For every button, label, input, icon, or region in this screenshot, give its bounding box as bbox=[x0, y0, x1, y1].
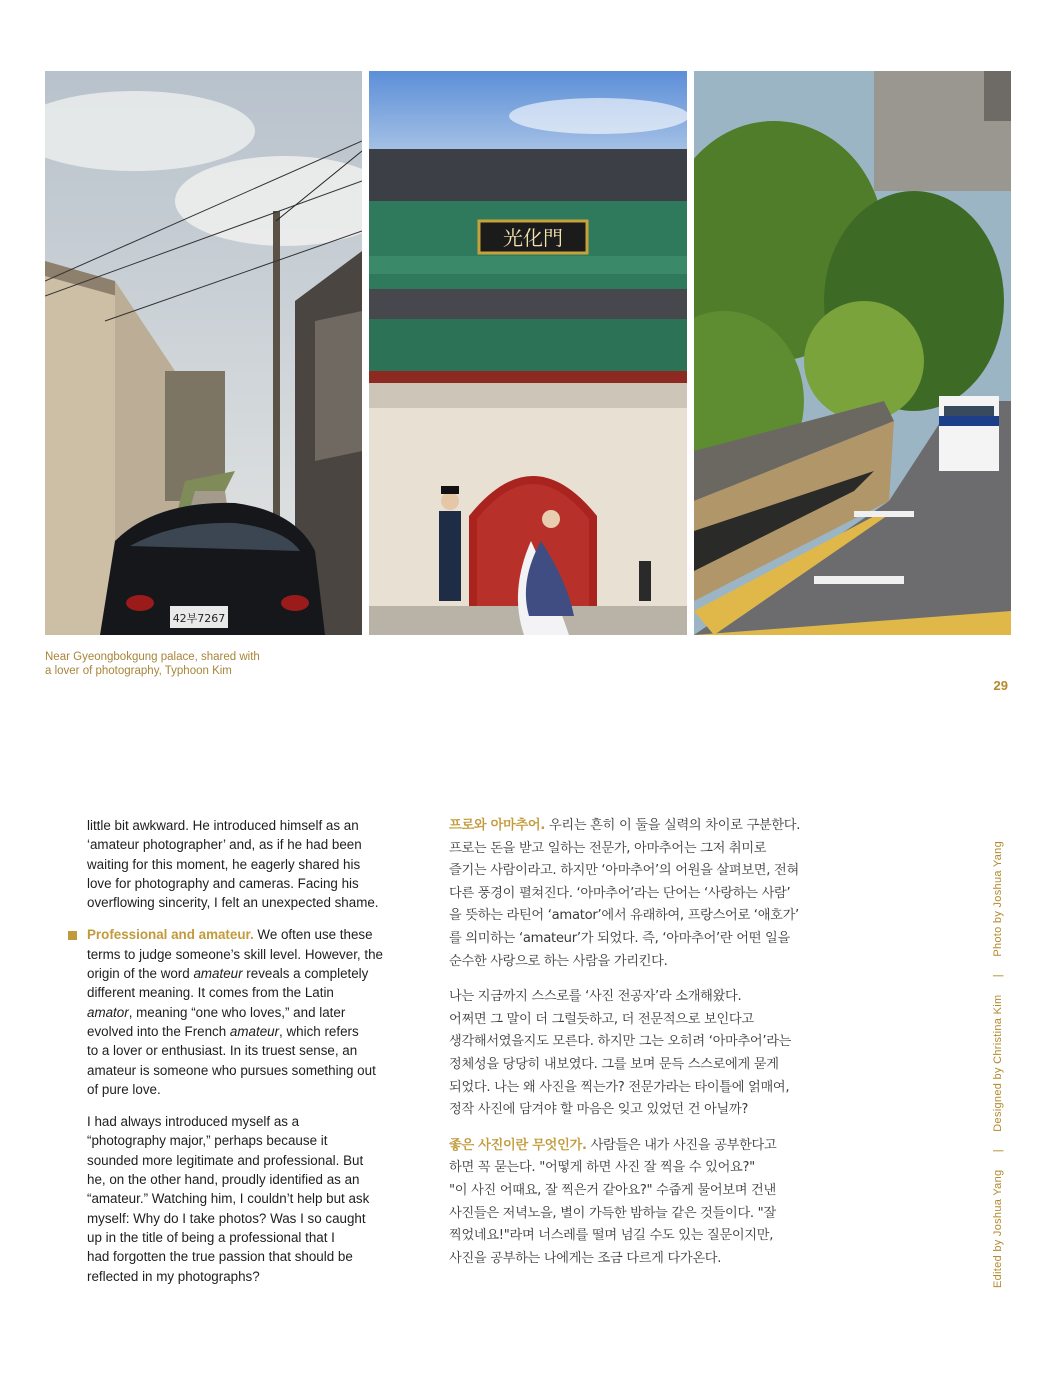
credit-separator: | bbox=[992, 1149, 1004, 1153]
text-line: 정작 사진에 담겨야 할 마음은 잊고 있었던 건 아닐까? bbox=[449, 1102, 749, 1118]
credit-designed: Designed by Christina Kim bbox=[992, 994, 1004, 1132]
text-line: 어쩌면 그 말이 더 그럴듯하고, 더 전문적으로 보인다고 bbox=[449, 1011, 754, 1027]
text-line: reflected in my photographs? bbox=[87, 1268, 260, 1284]
photo-gwanghwamun-gate bbox=[369, 71, 687, 635]
text-line: 즐기는 사람이라고. 하지만 ‘아마추어’의 어원을 살펴보면, 전혀 bbox=[449, 863, 799, 879]
text-line: had forgotten the true passion that should be bbox=[87, 1249, 353, 1265]
english-column bbox=[87, 816, 437, 1299]
gate-plaque: 光化門 bbox=[503, 226, 563, 250]
english-paragraph-1 bbox=[87, 816, 437, 912]
credit-photo: Photo by Joshua Yang bbox=[992, 840, 1004, 957]
text-line: of pure love. bbox=[87, 1081, 161, 1097]
korean-paragraph-2 bbox=[449, 986, 821, 1122]
page-number: 29 bbox=[993, 678, 1008, 693]
text-run: , meaning “one who loves,” and later bbox=[128, 1004, 346, 1020]
text-line: "이 사진 어때요, 잘 찍은거 같아요?" 수줍게 물어보며 건낸 bbox=[449, 1182, 776, 1198]
text-line bbox=[449, 815, 821, 838]
text-line: 프로는 돈을 받고 일하는 전문가, 아마추어는 그저 취미로 bbox=[449, 840, 767, 856]
italic-term: amateur bbox=[193, 966, 243, 982]
text-line: sounded more legitimate and professional. But bbox=[87, 1152, 364, 1168]
text-line: 찍었네요!"라며 너스레를 떨며 넘길 수도 있는 질문이지만, bbox=[449, 1228, 774, 1244]
text-line: 하면 꼭 묻는다. "어떻게 하면 사진 잘 찍을 수 있어요?" bbox=[449, 1160, 755, 1176]
italic-term: amator bbox=[87, 1004, 129, 1020]
text-run: reveals a completely bbox=[242, 966, 369, 982]
text-line: 나는 지금까지 스스로를 ‘사진 전공자’라 소개해왔다. bbox=[449, 989, 742, 1005]
section-lead: Professional and amateur. bbox=[87, 927, 254, 943]
text-line: waiting for this moment, he eagerly shared his bbox=[87, 856, 361, 872]
text-line: 생각해서였을지도 모른다. 하지만 그는 오히려 ‘아마추어’라는 bbox=[449, 1034, 792, 1050]
italic-term: amateur bbox=[229, 1023, 280, 1039]
text-run: , which refers bbox=[279, 1023, 359, 1039]
text-line: 순수한 사랑으로 하는 사람을 가리킨다. bbox=[449, 953, 668, 969]
text-line: different meaning. It comes from the Latin bbox=[87, 985, 334, 1001]
text-run: evolved into the French bbox=[87, 1023, 230, 1039]
square-bullet-icon bbox=[68, 931, 77, 940]
text-line: “photography major,” perhaps because it bbox=[87, 1133, 328, 1149]
photo-palace-road bbox=[694, 71, 1011, 635]
svg-text:42부7267: 42부7267 bbox=[172, 612, 226, 625]
text-line bbox=[87, 1003, 437, 1022]
text-line bbox=[449, 1135, 821, 1158]
text-line: overflowing sincerity, I felt an unexpected shame. bbox=[87, 895, 379, 911]
english-paragraph-3 bbox=[87, 1112, 437, 1286]
text-line: I had always introduced myself as a bbox=[87, 1114, 300, 1130]
caption-line: a lover of photography, Typhoon Kim bbox=[45, 665, 232, 677]
text-line: little bit awkward. He introduced himself as an bbox=[87, 818, 359, 833]
text-line: 정체성을 당당히 내보였다. 그를 보며 문득 스스로에게 묻게 bbox=[449, 1056, 779, 1072]
text-line bbox=[87, 925, 437, 944]
korean-column bbox=[449, 815, 821, 1283]
text-line: up in the title of being a professional that I bbox=[87, 1229, 335, 1245]
text-line: to a lover or enthusiast. In its truest sense, an bbox=[87, 1043, 358, 1059]
text-run: 우리는 흔히 이 둘을 실력의 차이로 구분한다. bbox=[545, 818, 801, 833]
section-lead: 프로와 아마추어. bbox=[449, 818, 546, 833]
photo-caption bbox=[45, 650, 315, 678]
credit-edited: Edited by Joshua Yang bbox=[992, 1169, 1004, 1288]
korean-paragraph-1 bbox=[449, 815, 821, 973]
text-line: ‘amateur photographer’ and, as if he had been bbox=[87, 837, 362, 853]
text-run: 사람들은 내가 사진을 공부한다고 bbox=[586, 1137, 777, 1153]
text-run: origin of the word bbox=[87, 966, 194, 982]
text-line bbox=[87, 964, 437, 983]
text-line: myself: Why do I take photos? Was I so caught bbox=[87, 1210, 366, 1226]
photo-alley bbox=[45, 71, 362, 635]
credit-separator: | bbox=[992, 974, 1004, 978]
text-line: 사진들은 저녁노을, 별이 가득한 밤하늘 같은 것들이다. "잘 bbox=[449, 1205, 776, 1221]
text-line: “amateur.” Watching him, I couldn’t help but ask bbox=[87, 1191, 370, 1207]
text-line: love for photography and cameras. Facing his bbox=[87, 875, 359, 891]
text-line: 를 의미하는 ‘amateur’가 되었다. 즉, ‘아마추어’란 어떤 일을 bbox=[449, 930, 790, 946]
text-line: 되었다. 나는 왜 사진을 찍는가? 전문가라는 타이틀에 얽매여, bbox=[449, 1079, 790, 1095]
text-line: amateur is someone who pursues something out bbox=[87, 1062, 376, 1078]
credits-vertical bbox=[992, 841, 1004, 1288]
text-line: terms to judge someone’s skill level. However, the bbox=[87, 946, 383, 962]
text-line: he, on the other hand, proudly identified as an bbox=[87, 1172, 360, 1188]
section-lead: 좋은 사진이란 무엇인가. bbox=[449, 1137, 587, 1153]
text-line: 다른 풍경이 펼쳐진다. ‘아마추어’라는 단어는 ‘사랑하는 사람’ bbox=[449, 885, 791, 901]
text-line bbox=[87, 1022, 437, 1041]
text-run: We often use these bbox=[253, 927, 373, 943]
english-paragraph-2 bbox=[87, 925, 437, 1099]
text-line: 사진을 공부하는 나에게는 조금 다르게 다가온다. bbox=[449, 1250, 722, 1266]
caption-line: Near Gyeongbokgung palace, shared with bbox=[45, 651, 260, 663]
text-line: 을 뜻하는 라틴어 ‘amator’에서 유래하여, 프랑스어로 ‘애호가’ bbox=[449, 908, 799, 924]
korean-paragraph-3 bbox=[449, 1135, 821, 1271]
